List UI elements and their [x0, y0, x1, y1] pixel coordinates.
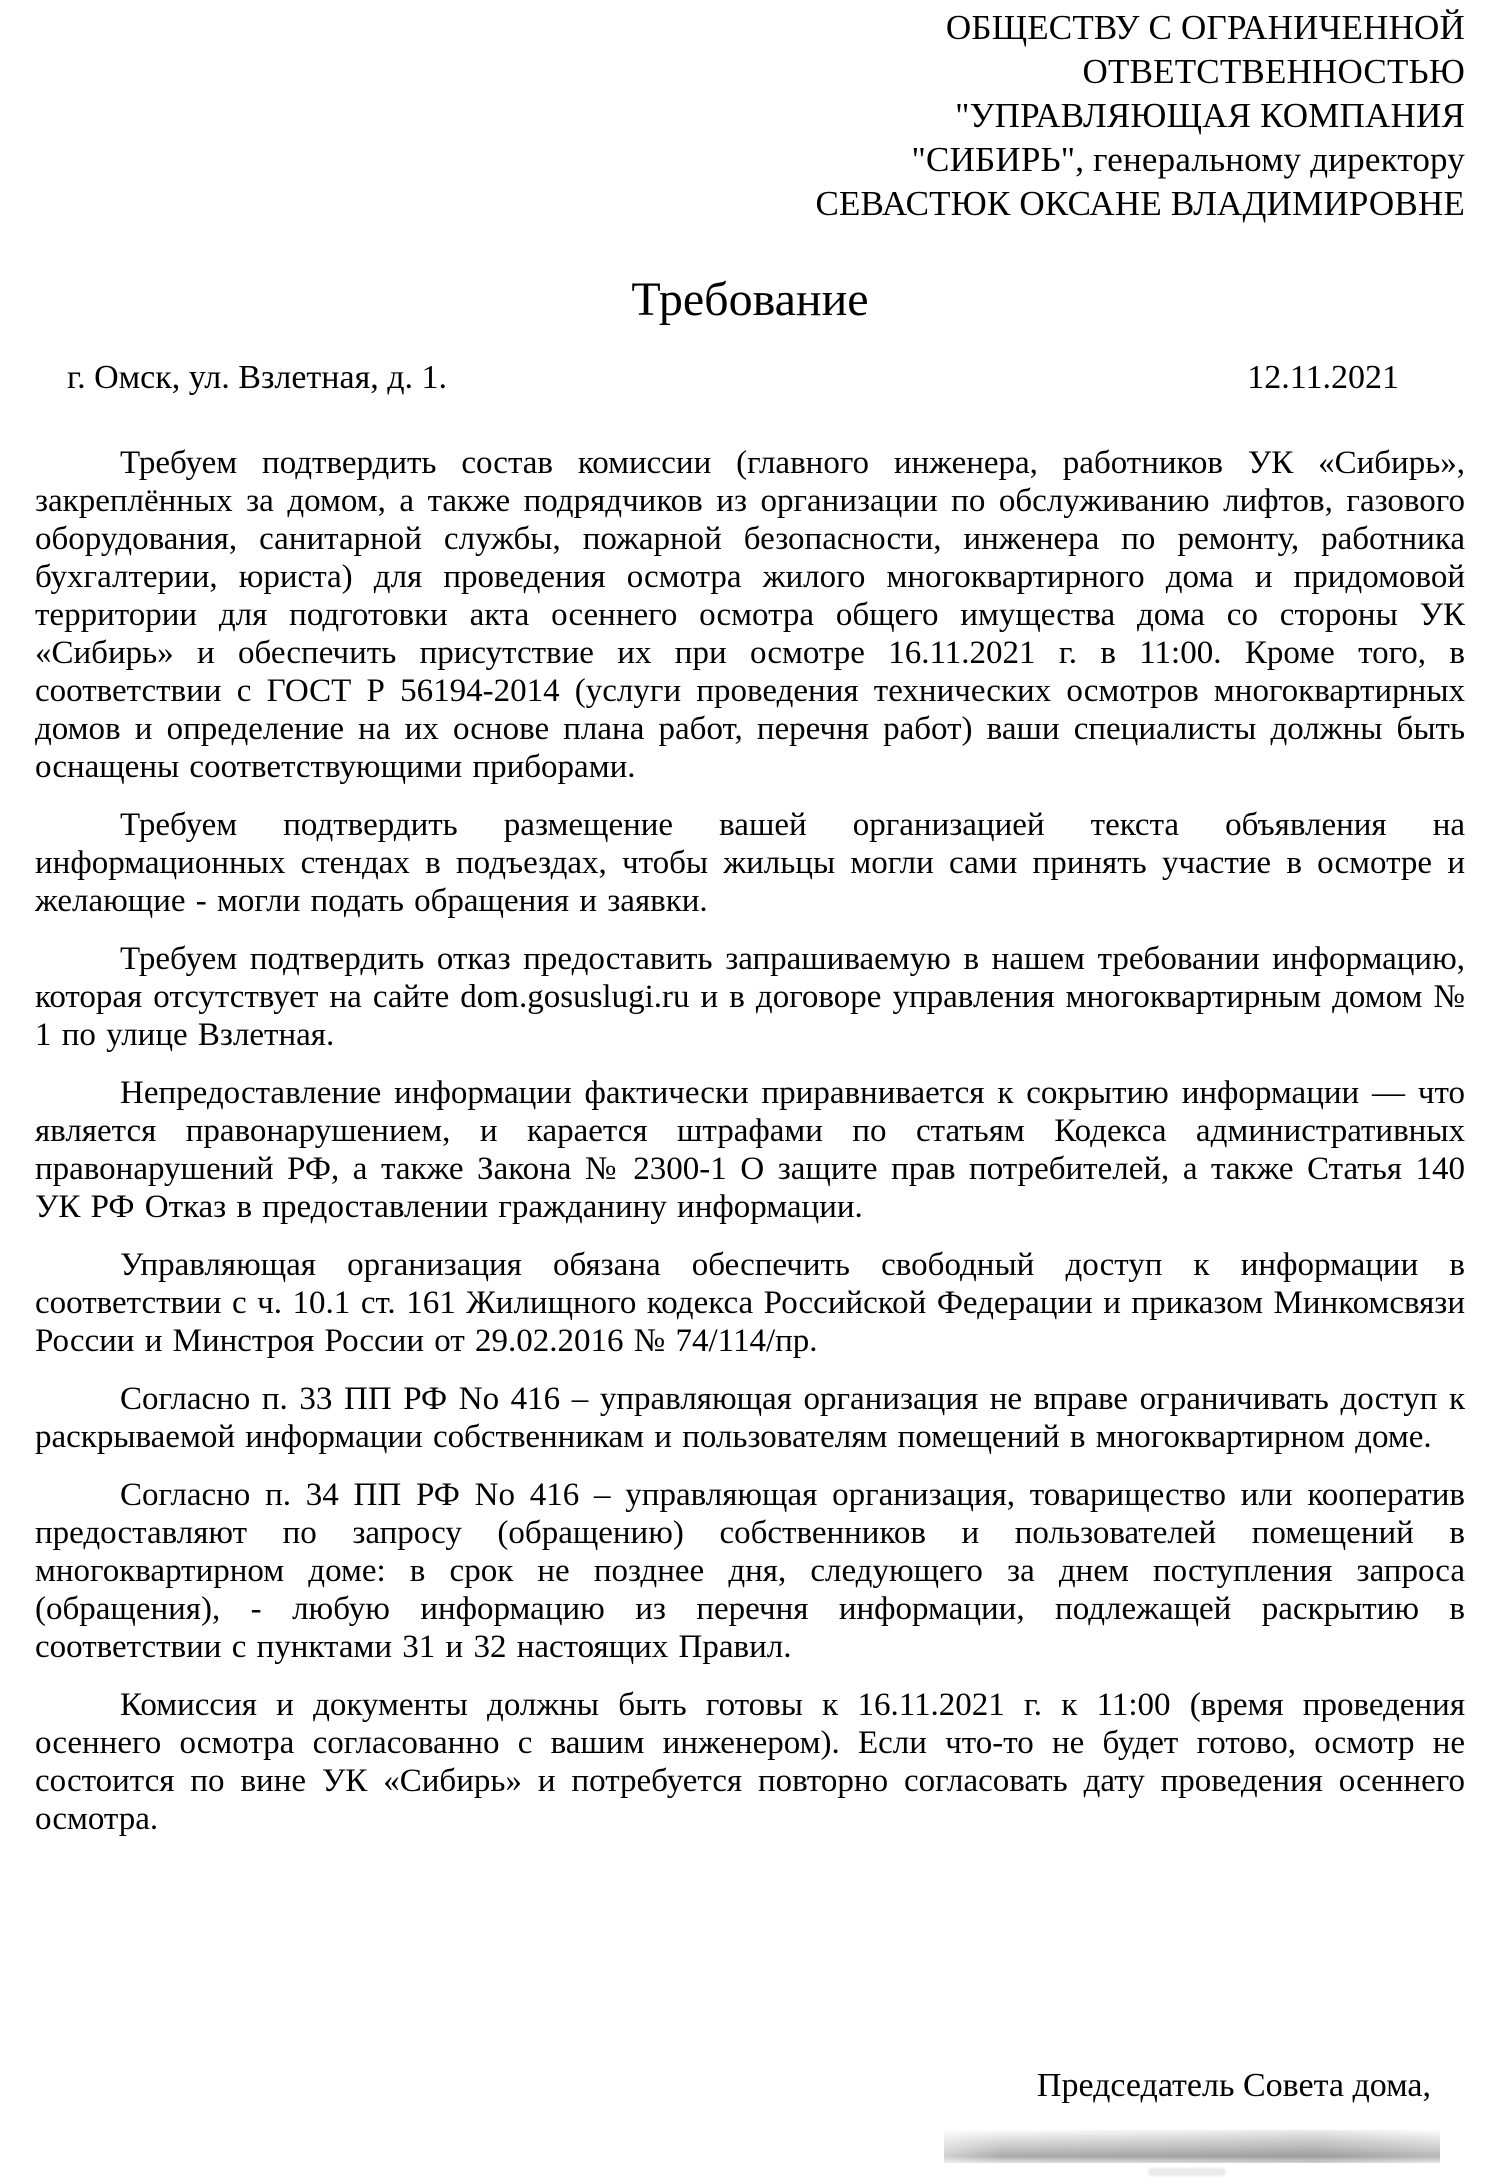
place-date-row — [35, 358, 1465, 398]
signature-label: Председатель Совета дома, — [1036, 2067, 1431, 2104]
body-paragraph: Согласно п. 34 ПП РФ No 416 – управляющая организация, товарищество или кооператив предоставляют по запросу (обращению) собственников и пользователей помещений в многоквартирном доме: в срок не позднее дня, следующего за днем поступления запроса (обращения), - любую информацию из перечня информации, подлежащей раскрытию в соответствии с пунктами 31 и 32 настоящих Правил. — [35, 1477, 1465, 1665]
body-paragraph: Согласно п. 33 ПП РФ No 416 – управляющая организация не вправе ограничивать доступ к раскрываемой информации собственникам и пользователям помещений в многоквартирном доме. — [35, 1381, 1465, 1455]
document-body — [35, 444, 1465, 1838]
body-paragraph: Непредоставление информации фактически приравнивается к сокрытию информации — что является правонарушением, и карается штрафами по статьям Кодекса административных правонарушений РФ, а также Закона № 2300-1 О защите прав потребителей, а также Статья 140 УК РФ Отказ в предоставлении гражданину информации. — [35, 1075, 1465, 1225]
date-line: 12.11.2021 — [1247, 359, 1399, 396]
recipient-line: ОТВЕТСТВЕННОСТЬЮ — [1082, 52, 1465, 91]
redacted-signature-bar — [944, 2130, 1440, 2163]
body-paragraph: Требуем подтвердить отказ предоставить запрашиваемую в нашем требовании информацию, которая отсутствует на сайте dom.gosuslugi.ru и в договоре управления многоквартирным домом № 1 по улице Взлетная. — [35, 941, 1465, 1053]
signature-smudge — [1148, 2168, 1226, 2176]
document-title: Требование — [631, 273, 869, 326]
body-paragraph: Требуем подтвердить размещение вашей организацией текста объявления на информационных стендах в подъездах, чтобы жильцы могли сами принять участие в осмотре и желающие - могли подать обращения и заявки. — [35, 807, 1465, 919]
recipient-line: "УПРАВЛЯЮЩАЯ КОМПАНИЯ — [955, 96, 1465, 135]
recipient-line: ОБЩЕСТВУ С ОГРАНИЧЕННОЙ — [945, 8, 1465, 47]
body-paragraph: Управляющая организация обязана обеспечить свободный доступ к информации в соответствии с ч. 10.1 ст. 161 Жилищного кодекса Российской Федерации и приказом Минкомсвязи России и Минстроя России от 29.02.2016 № 74/114/пр. — [35, 1247, 1465, 1359]
recipient-block — [35, 6, 1465, 226]
place-line: г. Омск, ул. Взлетная, д. 1. — [67, 359, 448, 396]
body-paragraph: Комиссия и документы должны быть готовы к 16.11.2021 г. к 11:00 (время проведения осеннего осмотра согласованно с вашим инженером). Если что-то не будет готово, осмотр не состоится по вине УК «Сибирь» и потребуется повторно согласовать дату проведения осеннего осмотра. — [35, 1687, 1465, 1837]
recipient-line: СЕВАСТЮК ОКСАНЕ ВЛАДИМИРОВНЕ — [815, 184, 1465, 223]
body-paragraph: Требуем подтвердить состав комиссии (главного инженера, работников УК «Сибирь», закреплённых за домом, а также подрядчиков из организации по обслуживанию лифтов, газового оборудования, санитарной службы, пожарной безопасности, инженера по ремонту, работника бухгалтерии, юриста) для проведения осмотра жилого многоквартирного дома и придомовой территории для подготовки акта осеннего осмотра общего имущества дома со стороны УК «Сибирь» и обеспечить присутствие их при осмотре 16.11.2021 г. в 11:00. Кроме того, в соответствии с ГОСТ Р 56194-2014 (услуги проведения технических осмотров многоквартирных домов и определение на их основе плана работ, перечня работ) ваши специалисты должны быть оснащены соответствующими приборами. — [35, 445, 1465, 785]
recipient-line: "СИБИРЬ", генеральному директору — [911, 140, 1465, 179]
